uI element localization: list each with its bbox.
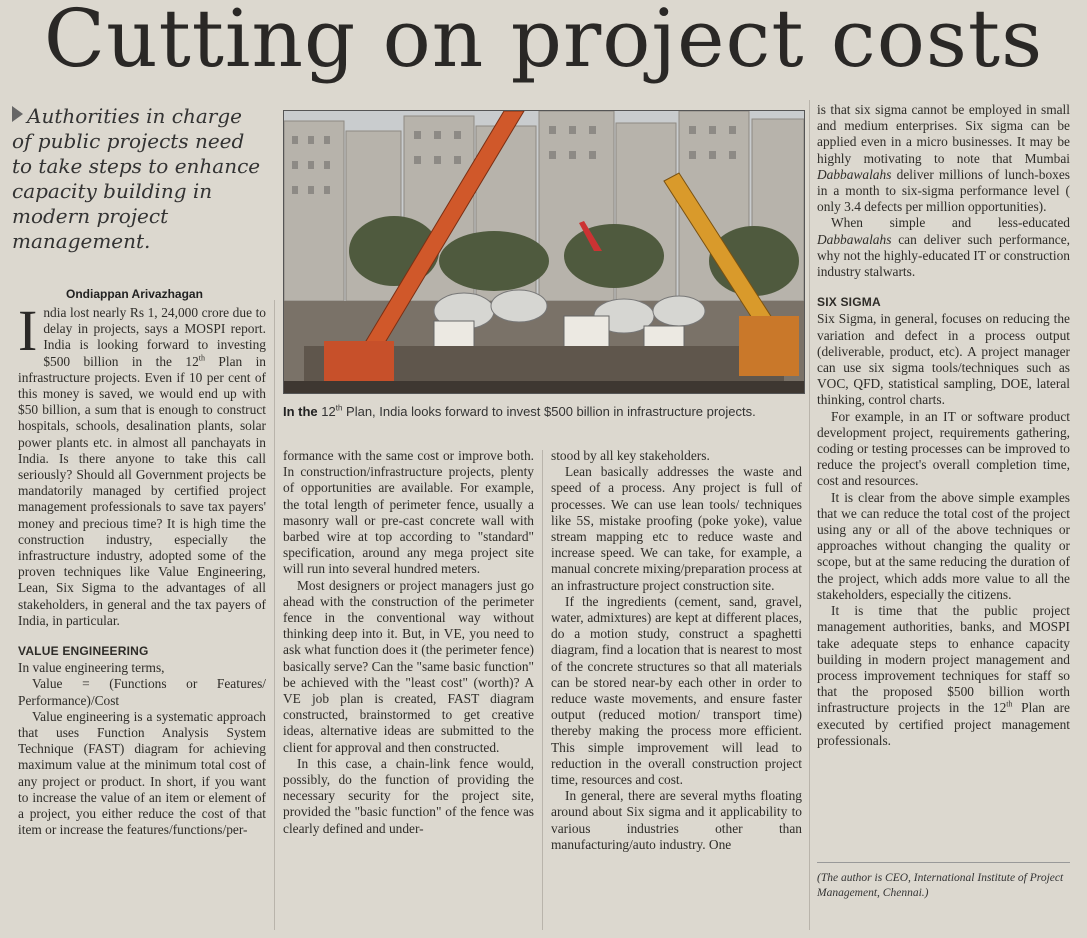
paragraph: If the ingredients (cement, sand, gravel, water, admixtures) are kept at different places, do a motion study, construct a spaghetti diagram, find a location that is nearest to most of the concrete structures so that all materials can be stored near-by each other in order to reduce waste movements, and ensure faster output (reduced motion/ transport time) thereby making the process more efficient. This simple improvement will lead to reduction in the overall construction project time, resources and cost. [551, 593, 802, 788]
paragraph: It is clear from the above simple examples that we can reduce the total cost of the project using any or all of the above techniques or approaches without changing the quality or scope, but at the same reducing the duration of the project, which adds more value to all the stakeholders, especially the citizens. [817, 489, 1070, 602]
photo-caption: In the 12th Plan, India looks forward to invest $500 billion in infrastructure projects. [283, 403, 756, 419]
article-column-3 [551, 448, 802, 853]
article-column-1 [18, 298, 267, 839]
headline: Cutting on project costs [43, 0, 1044, 85]
paragraph: stood by all key stakeholders. [551, 448, 710, 463]
section-heading-six-sigma: SIX SIGMA [817, 295, 881, 310]
paragraph: In value engineering terms, [18, 660, 165, 676]
column-divider [542, 450, 543, 930]
paragraph: In general, there are several myths floating around about Six sigma and it applicability to various industries other than manufacturing/auto industry. One [551, 788, 802, 852]
paragraph: Most designers or project managers just go ahead with the construction of the perimeter fence in the conventional way without thinking deep into it. But, in VE, you need to ask what function does it (the perimeter fence) basically serve? Can the "same basic function" be achieved with the "least cost" (worth)? A VE job plan is created, FAST diagram constructed, brainstormed to get creative ideas, alternative ideas are submitted to the client for approval and then constructed. [283, 577, 534, 755]
paragraph: Lean basically addresses the waste and speed of a process. Any project is full of processes. We can use lean tools/ techniques like 5S, mistake proofing (poke yoke), value stream mapping etc to reduce waste and increase speed. We can take, for example, a manual concrete mixing/preparation process at an infrastructure project construction site. [551, 464, 802, 593]
standfirst [12, 104, 262, 254]
author-note: (The author is CEO, International Institute of Project Management, Chennai.) [817, 862, 1070, 901]
formula: Value = (Functions or Features/ Performance)/Cost [18, 676, 266, 708]
paragraph: India lost nearly Rs 1, 24,000 crore due to delay in projects, says a MOSPI report. India is looking forward to investing $500 billion in the 12th Plan in infrastructure projects. Even if 10 per cent of this money is saved, we would end up with $50 billion, a sum that is enough to construct hospitals, schools, desalination plants, solar power plants etc. in almost all panchayats in India. Is there anyone to take this call seriously? Should all Government projects be mandatorily managed by certified project management professionals to save tax payers' money and precious time? It is high time the construction industry, especially the infrastructure industry, adopted some of the proven techniques like Value Engineering, Lean, Six Sigma to the advantages of all stakeholders, in general and the tax payers of India, in particular. [18, 298, 267, 628]
paragraph: Six Sigma, in general, focuses on reducing the variation and defect in a process output (deliverable, product, etc). A project manager can use six sigma tools/techniques such as VOC, QFD, statistical sampling, DOE, lateral thinking, control charts. [817, 311, 1070, 408]
article-column-2 [283, 448, 534, 837]
column-divider [274, 300, 275, 930]
section-heading-value-engineering: VALUE ENGINEERING [18, 644, 149, 659]
triangle-bullet-icon [12, 106, 23, 122]
paragraph: In this case, a chain-link fence would, possibly, do the function of providing the necessary security for the project site, provided the "basic function" of the fence was clearly defined and under- [283, 755, 534, 836]
byline: Ondiappan Arivazhagan [66, 287, 203, 301]
paragraph: Value engineering is a systematic approach that uses Function Analysis System Technique (FAST) diagram for achieving maximum value at the minimum total cost of any project or product. In short, if you want to increase the value of an item or element of a project, you either reduce the cost of that item or increase the features/functions/per- [18, 708, 266, 838]
paragraph: For example, in an IT or software product development project, requirements gathering, coding or testing processes can be improved to reduce the project's overall completion time, cost and resources. [817, 408, 1070, 489]
construction-site-photo [283, 110, 805, 394]
cranes-and-buildings-illustration [284, 111, 804, 393]
column-divider [809, 100, 810, 930]
paragraph: When simple and less-educated Dabbawalahs can deliver such performance, why not the highly-educated IT or construction industry stalwarts. [817, 215, 1070, 280]
paragraph: It is time that the public project management authorities, banks, and MOSPI take adequate steps to enhance capacity building in modern project management and process improvement techniques for staff so that the proposed $500 billion worth infrastructure projects in the 12th Plan are executed by certified project management professionals. [817, 603, 1070, 748]
article-column-4 [817, 102, 1070, 749]
standfirst-text: Authorities in charge of public projects need to take steps to enhance capacity building in modern project management. [12, 104, 261, 253]
paragraph: is that six sigma cannot be employed in small and medium enterprises. Six sigma can be applied even in a micro businesses. It may be highly motivating to note that Mumbai Dabbawalahs deliver millions of lunch-boxes in a month to six-sigma performance level ( only 3.4 defects per million opportunities). [817, 102, 1070, 215]
drop-cap: I [18, 298, 38, 363]
paragraph: formance with the same cost or improve both. In construction/infrastructure projects, plenty of opportunities are available. For example, the total length of perimeter fence, usually a masonry wall or pre-cast concrete wall with barbed wire at top according to "standard" specification, around any mega project site will run into several hundred meters. [283, 448, 534, 577]
